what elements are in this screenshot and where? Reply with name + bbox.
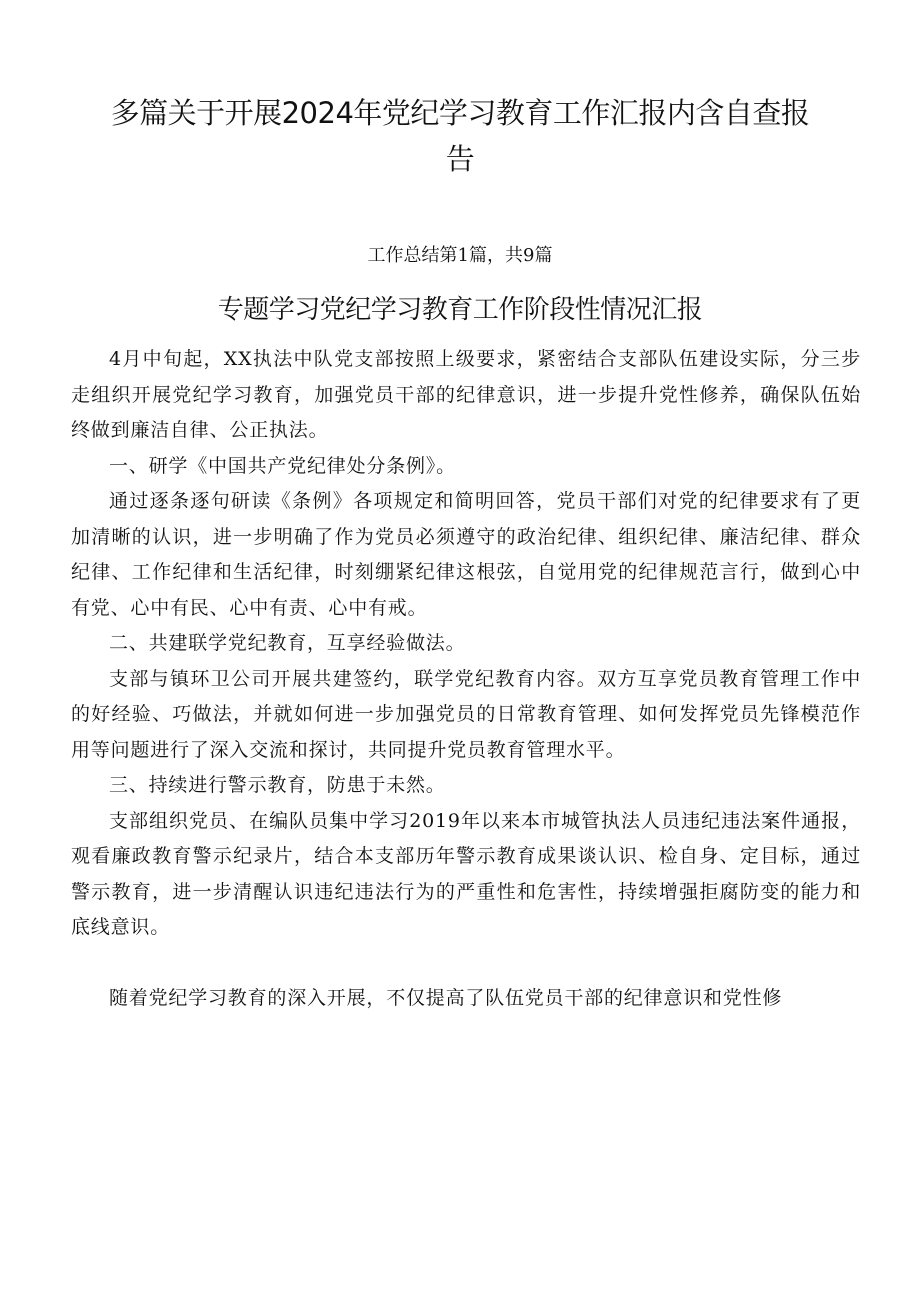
document-body	[71, 342, 861, 1016]
paragraph-heading-1: 一、研学《中国共产党纪律处分条例》。	[109, 454, 456, 477]
paragraph-intro: 4月中旬起，XX执法中队党支部按照上级要求，紧密结合支部队伍建设实际，分三步走组织开展党纪学习教育，加强党员干部的纪律意识，进一步提升党性修养，确保队伍始终做到廉洁自律、公正执法。	[71, 348, 861, 441]
section-title: 专题学习党纪学习教育工作阶段性情况汇报	[217, 295, 703, 325]
paragraph-heading-3: 三、持续进行警示教育，防患于未然。	[109, 774, 446, 796]
paragraph-1: 通过逐条逐句研读《条例》各项规定和简明回答，党员干部们对党的纪律要求有了更加清晰的认识，进一步明确了作为党员必须遵守的政治纪律、组织纪律、廉洁纪律、群众纪律、工作纪律和生活纪律，时刻绷紧纪律这根弦，自觉用党的纪律规范言行，做到心中有党、心中有民、心中有责、心中有戒。	[71, 490, 861, 619]
paragraph-closing: 随着党纪学习教育的深入开展，不仅提高了队伍党员干部的纪律意识和党性修	[109, 986, 783, 1009]
document-title: 多篇关于开展2024年党纪学习教育工作汇报内含自查报告	[110, 96, 810, 176]
paragraph-2: 支部与镇环卫公司开展共建签约，联学党纪教育内容。双方互享党员教育管理工作中的好经验、巧做法，并就如何进一步加强党员的日常教育管理、如何发挥党员先锋模范作用等问题进行了深入交流和探讨，共同提升党员教育管理水平。	[71, 667, 861, 761]
paragraph-heading-2: 二、共建联学党纪教育，互享经验做法。	[109, 632, 466, 654]
document-subtitle: 工作总结第1篇，共9篇	[367, 245, 553, 266]
paragraph-3: 支部组织党员、在编队员集中学习2019年以来本市城管执法人员违纪违法案件通报，观看廉政教育警示纪录片，结合本支部历年警示教育成果谈认识、检自身、定目标，通过警示教育，进一步清醒认识违纪违法行为的严重性和危害性，持续增强拒腐防变的能力和底线意识。	[71, 809, 861, 938]
